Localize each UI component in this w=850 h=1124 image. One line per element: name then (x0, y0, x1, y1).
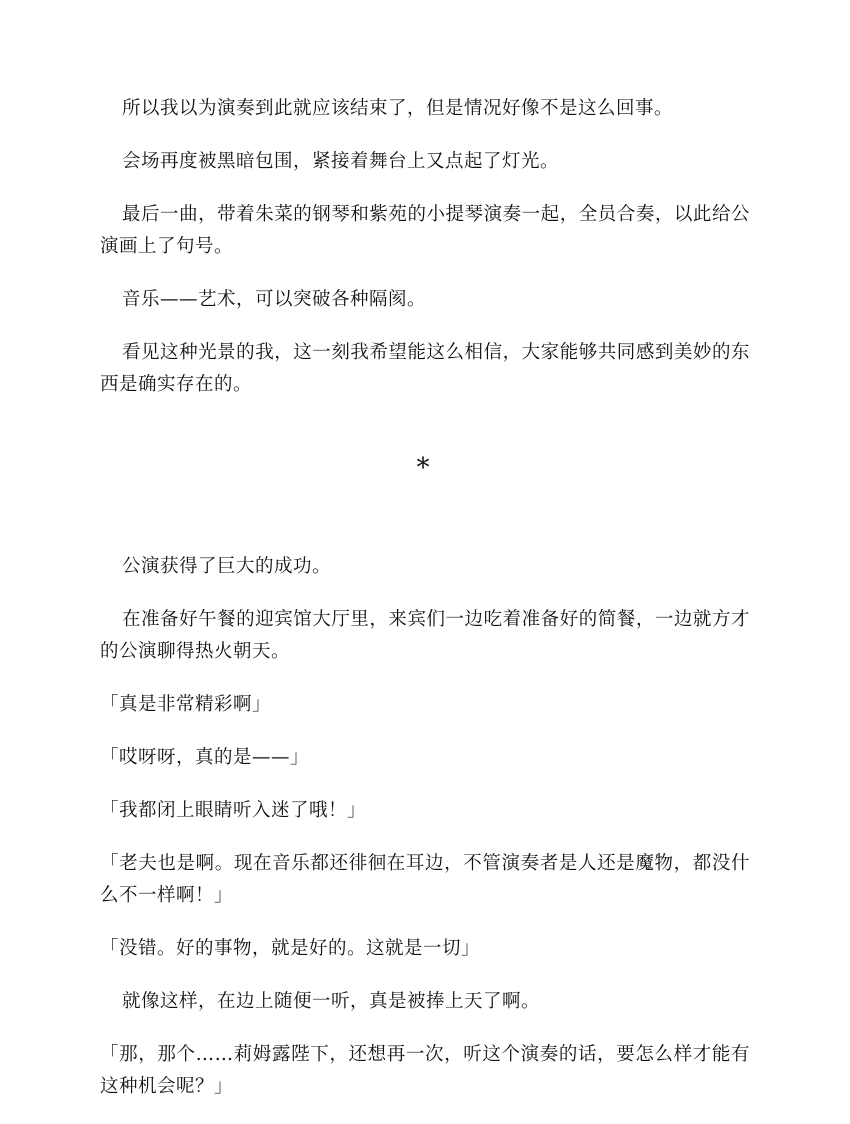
paragraph: 公演获得了巨大的成功。 (122, 556, 332, 577)
paragraph: 会场再度被黑暗包围，紧接着舞台上又点起了灯光。 (122, 151, 560, 172)
paragraph: 就像这样，在边上随便一听，真是被捧上天了啊。 (122, 991, 541, 1012)
paragraph: 音乐——艺术，可以突破各种隔阂。 (122, 289, 427, 310)
dialogue-line: 「真是非常精彩啊」 (100, 694, 272, 715)
dialogue-line: 「没错。好的事物，就是好的。这就是一切」 (100, 938, 481, 959)
dialogue-line: 「我都闭上眼睛听入迷了哦！」 (100, 800, 367, 821)
paragraph: 看见这种光景的我，这一刻我希望能这么相信，大家能够共同感到美妙的东西是确实存在的。 (100, 342, 750, 395)
page-body (100, 93, 750, 1124)
dialogue-line: 「哎呀呀，真的是——」 (100, 747, 310, 768)
dialogue-line: 「老夫也是啊。现在音乐都还徘徊在耳边，不管演奏者是人还是魔物，都没什么不一样啊！」 (100, 853, 750, 906)
dialogue-line: 「那，那个……莉姆露陛下，还想再一次，听这个演奏的话，要怎么样才能有这种机会呢？」 (100, 1044, 750, 1097)
paragraph: 所以我以为演奏到此就应该结束了，但是情况好像不是这么回事。 (122, 98, 674, 119)
section-divider: * (416, 453, 430, 483)
paragraph: 最后一曲，带着朱菜的钢琴和紫苑的小提琴演奏一起，全员合奏，以此给公演画上了句号。 (100, 204, 750, 257)
paragraph: 在准备好午餐的迎宾馆大厅里，来宾们一边吃着准备好的简餐，一边就方才的公演聊得热火朝天。 (100, 609, 750, 662)
